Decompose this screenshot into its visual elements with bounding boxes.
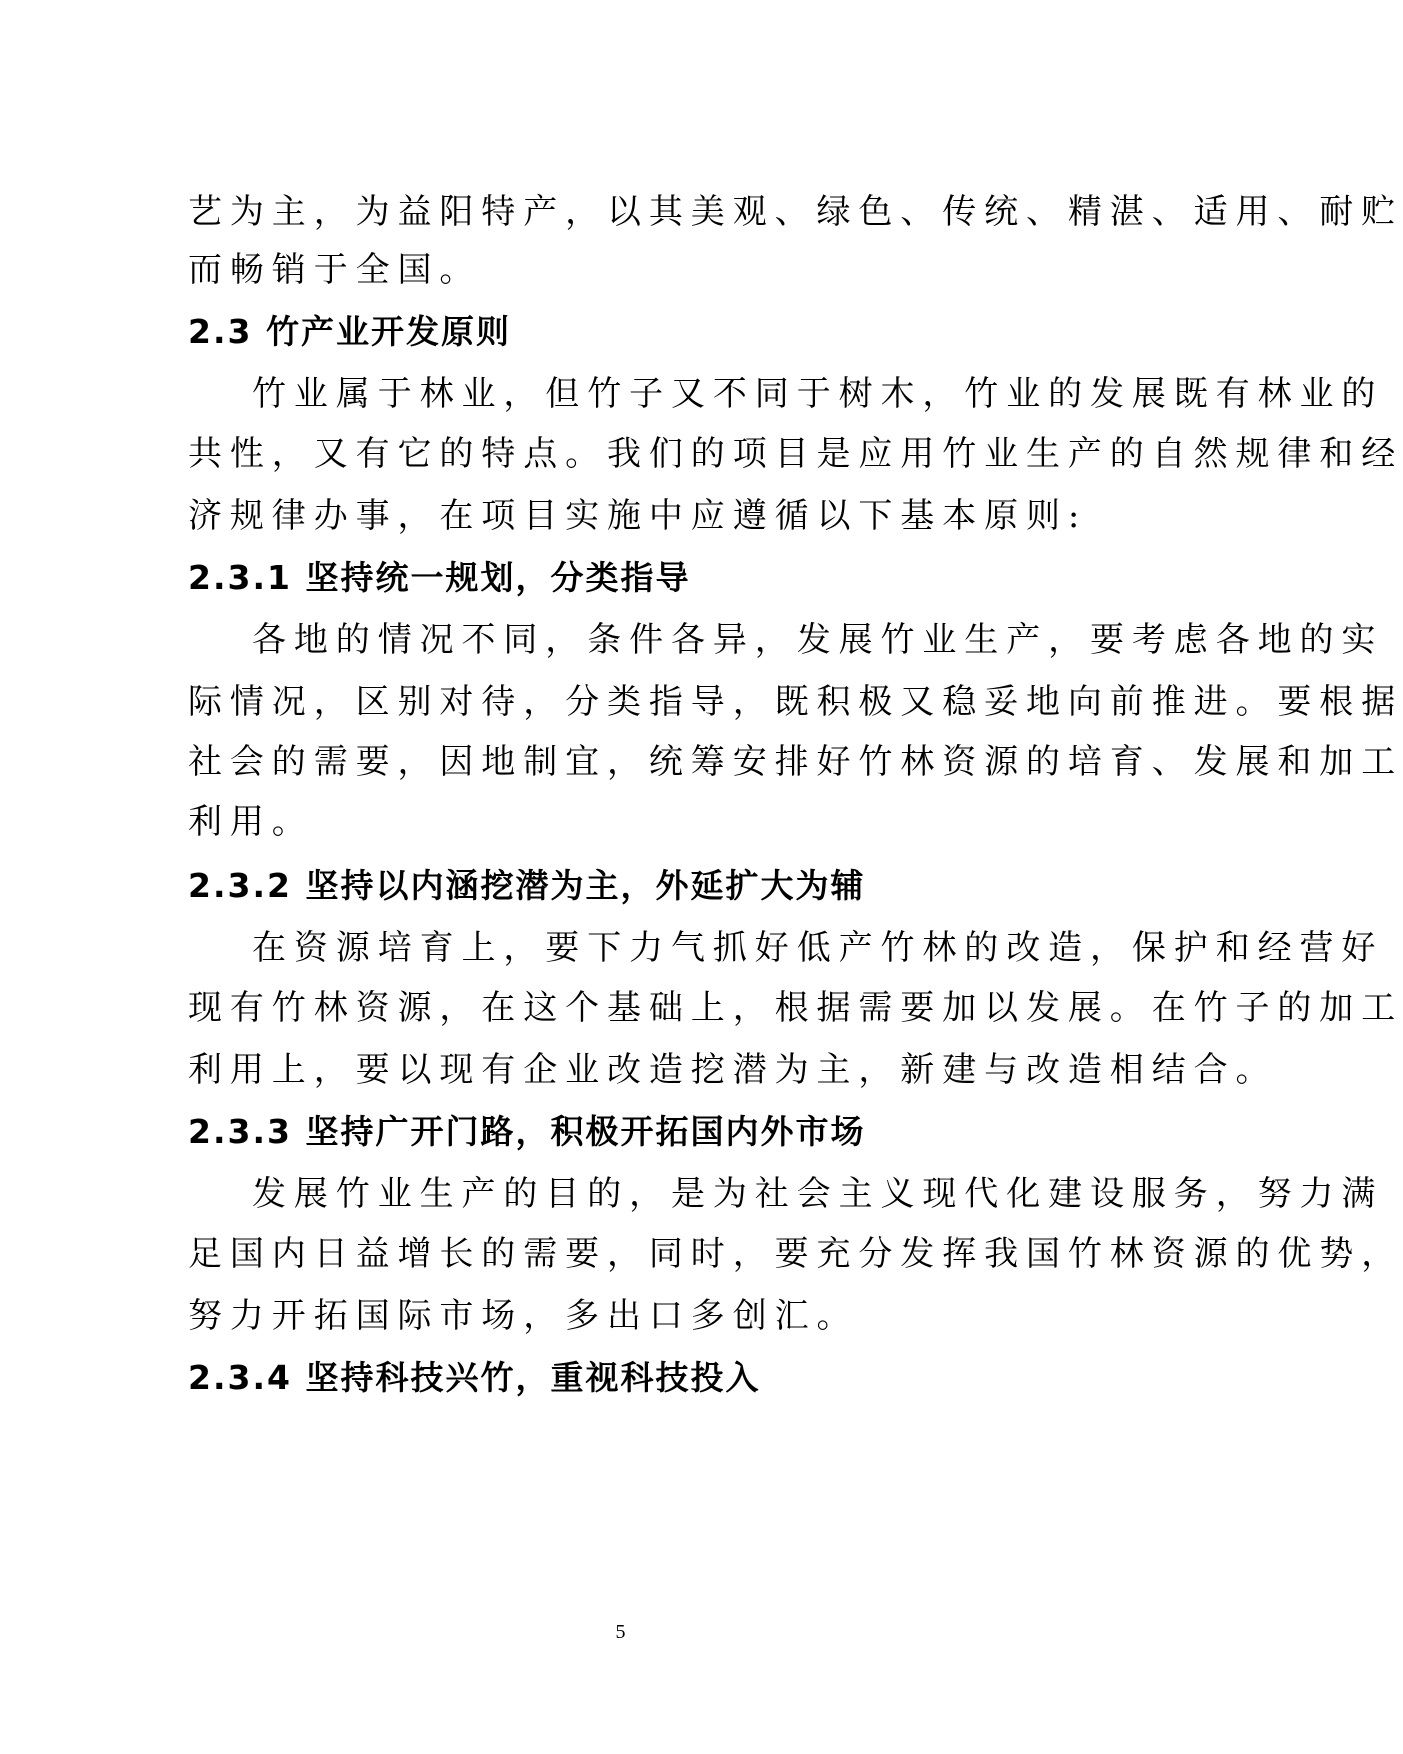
paragraph-line: 利用。 — [188, 802, 314, 842]
paragraph-line: 发展竹业生产的目的，是为社会主义现代化建设服务，努力满 — [252, 1174, 1384, 1214]
section-heading-2-3-2: 2.3.2 坚持以内涵挖潜为主，外延扩大为辅 — [188, 866, 866, 905]
section-heading-2-3-4: 2.3.4 坚持科技兴竹，重视科技投入 — [188, 1358, 761, 1397]
paragraph-line: 利用上，要以现有企业改造挖潜为主，新建与改造相结合。 — [188, 1050, 1278, 1090]
paragraph-line: 社会的需要，因地制宜，统筹安排好竹林资源的培育、发展和加工 — [188, 742, 1403, 782]
paragraph-line: 共性，又有它的特点。我们的项目是应用竹业生产的自然规律和经 — [188, 434, 1403, 474]
paragraph-line: 济规律办事，在项目实施中应遵循以下基本原则: — [188, 496, 1088, 536]
paragraph-line: 努力开拓国际市场，多出口多创汇。 — [188, 1296, 859, 1336]
paragraph-line: 各地的情况不同，条件各异，发展竹业生产，要考虑各地的实 — [252, 620, 1384, 660]
section-heading-2-3: 2.3 竹产业开发原则 — [188, 312, 511, 351]
paragraph-line: 而畅销于全国。 — [188, 250, 482, 290]
paragraph-line: 艺为主，为益阳特产，以其美观、绿色、传统、精湛、适用、耐贮 — [188, 192, 1403, 232]
paragraph-line: 足国内日益增长的需要，同时，要充分发挥我国竹林资源的优势， — [188, 1234, 1403, 1274]
page-number: 5 — [615, 1621, 626, 1643]
paragraph-line: 在资源培育上，要下力气抓好低产竹林的改造，保护和经营好 — [252, 928, 1384, 968]
paragraph-line: 竹业属于林业，但竹子又不同于树木，竹业的发展既有林业的 — [252, 374, 1384, 414]
paragraph-line: 现有竹林资源，在这个基础上，根据需要加以发展。在竹子的加工 — [188, 988, 1403, 1028]
section-heading-2-3-1: 2.3.1 坚持统一规划，分类指导 — [188, 558, 691, 597]
section-heading-2-3-3: 2.3.3 坚持广开门路，积极开拓国内外市场 — [188, 1112, 866, 1151]
paragraph-line: 际情况，区别对待，分类指导，既积极又稳妥地向前推进。要根据 — [188, 682, 1403, 722]
